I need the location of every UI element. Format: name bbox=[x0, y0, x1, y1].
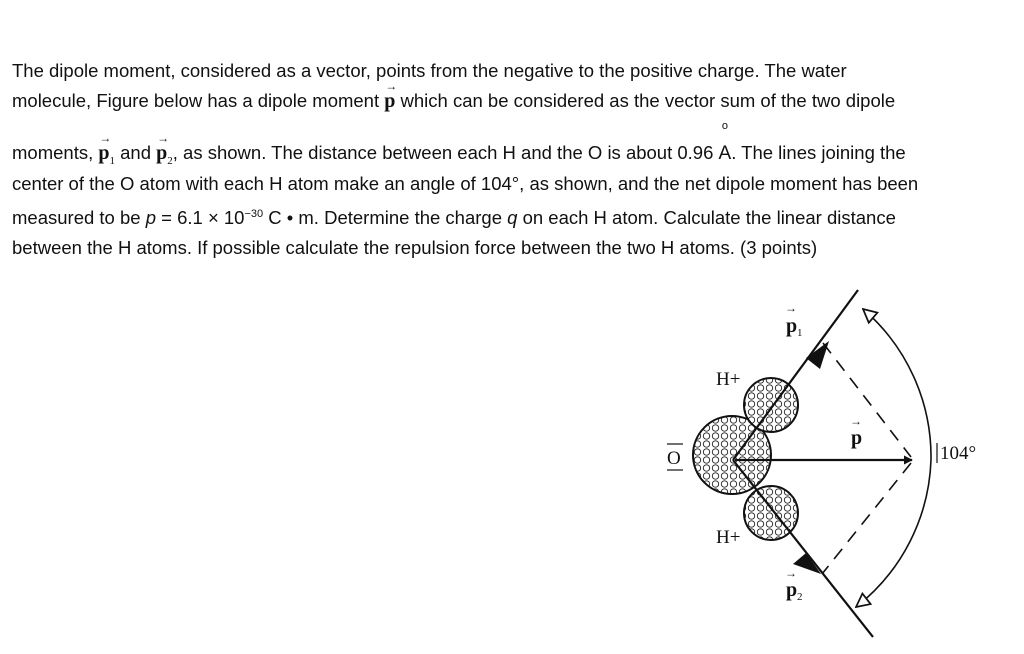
p2-label: p bbox=[786, 579, 798, 601]
text-line-5: measured to be $p = 6.1 \times 10^{-30}$ C • m. Determine the charge q on each H atom. Calculate the linear distance bbox=[12, 207, 896, 229]
text-line-1: The dipole moment, considered as a vector, points from the negative to the positive charge. The water bbox=[12, 60, 847, 81]
text-line-3: moments, → $p_1$ and → $p_2$, as shown. The distance between each H and the O is about 0.96 o A. The lines joining the bbox=[12, 120, 906, 167]
dashed-line-bottom bbox=[822, 463, 911, 574]
text-line-4: center of the O atom with each H atom make an angle of 104°, as shown, and the net dipole moment has been bbox=[12, 173, 919, 194]
hydrogen-atom-top bbox=[744, 378, 798, 432]
p-label: p bbox=[851, 427, 863, 449]
p1-label-subscript: 1 bbox=[797, 327, 803, 339]
text-line-2: molecule, Figure below has a dipole moment → p which can be considered as the vector sum of the two dipole bbox=[12, 79, 896, 112]
angle-arc-top bbox=[863, 309, 931, 460]
hydrogen-bottom-label: H+ bbox=[716, 527, 741, 548]
angle-label: 104° bbox=[940, 443, 977, 464]
angstrom-symbol: o A bbox=[718, 120, 732, 164]
bond-line-bottom bbox=[733, 460, 873, 637]
vector-p2: → $p_2$ bbox=[156, 131, 173, 167]
oxygen-label: O bbox=[667, 448, 681, 469]
hydrogen-top-label: H+ bbox=[716, 369, 741, 390]
p2-arrowhead bbox=[793, 553, 821, 574]
vector-p1: → $p_1$ bbox=[98, 131, 115, 167]
vector-p: → p bbox=[384, 79, 398, 112]
angle-arc-bottom bbox=[856, 460, 931, 607]
dashed-line-top bbox=[823, 343, 911, 457]
text-line-6: between the H atoms. If possible calculate the repulsion force between the two H atoms. (3 points) bbox=[12, 237, 818, 259]
p-label-arrow: → bbox=[850, 414, 862, 428]
p2-label-subscript: 2 bbox=[797, 591, 803, 603]
p1-label-arrow: → bbox=[785, 301, 797, 315]
p1-label: p bbox=[786, 315, 798, 337]
p2-label-arrow: → bbox=[785, 566, 797, 580]
